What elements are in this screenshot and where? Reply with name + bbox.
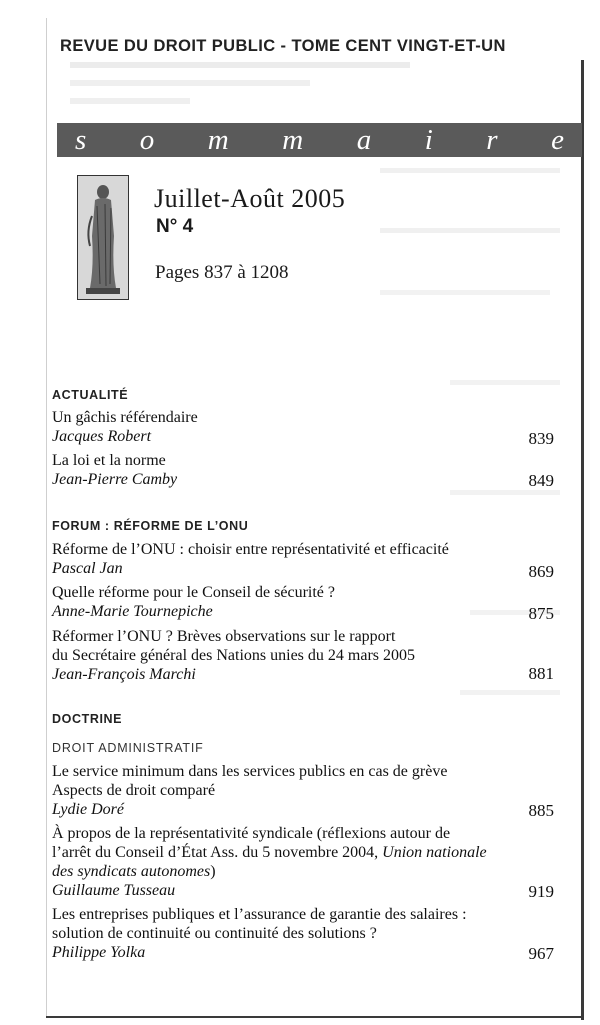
entry-title-italic-part: Union nationale [382,844,487,861]
entry-page-number: 967 [528,944,554,963]
toc-entry[interactable] [52,627,552,684]
toc-entry[interactable] [52,540,552,578]
statue-illustration [77,175,129,300]
entry-title-line: solution de continuité ou continuité des solutions ? [52,925,377,942]
banner-letter: a [356,124,372,156]
entry-author: Jean-Pierre Camby [52,471,178,488]
entry-author: Anne-Marie Tournepiche [52,603,213,620]
entry-page-number: 869 [528,562,554,581]
issue-number: N° 4 [156,216,194,237]
toc-entry[interactable] [52,583,552,621]
banner-letter: m [207,124,229,156]
toc-entry[interactable] [52,824,552,900]
entry-author: Guillaume Tusseau [52,882,176,899]
entry-title-line [52,862,552,881]
section-heading-doctrine: DOCTRINE [52,712,123,726]
entry-title-part: l’arrêt du Conseil d’État Ass. du 5 novembre 2004, [52,844,383,861]
entry-author: Philippe Yolka [52,944,146,961]
entry-title: La loi et la norme [52,452,166,469]
banner-letter: e [551,124,564,156]
subsection-heading: DROIT ADMINISTRATIF [52,741,204,755]
entry-title: Réforme de l’ONU : choisir entre représentativité et efficacité [52,541,449,558]
entry-page-number: 881 [528,664,554,683]
entry-title-line: À propos de la représentativité syndicale (réflexions autour de [52,825,451,842]
entry-page-number: 919 [528,882,554,901]
entry-author: Lydie Doré [52,801,124,818]
banner-letter: r [486,124,498,156]
entry-title-line: du Secrétaire général des Nations unies du 24 mars 2005 [52,647,416,664]
journal-title: REVUE DU DROIT PUBLIC - TOME CENT VINGT-ET-UN [60,37,506,55]
banner-letter: o [139,124,155,156]
entry-page-number: 849 [528,471,554,490]
toc-entry[interactable] [52,408,552,446]
toc-entry[interactable] [52,451,552,489]
entry-title-line: Les entreprises publiques et l’assurance de garantie des salaires : [52,906,467,923]
entry-title: Quelle réforme pour le Conseil de sécurité ? [52,584,335,601]
entry-title-part: ) [210,863,216,880]
toc-entry[interactable] [52,762,552,819]
entry-page-number: 839 [528,429,554,448]
section-heading-forum: FORUM : RÉFORME DE L’ONU [52,519,249,533]
banner-letter: m [282,124,304,156]
entry-title-line [52,843,552,862]
entry-title: Un gâchis référendaire [52,409,198,426]
entry-author: Jacques Robert [52,428,152,445]
entry-page-number: 875 [528,604,554,623]
issue-pages: Pages 837 à 1208 [155,262,289,283]
banner-letter: s [75,124,87,156]
sommaire-banner [57,123,582,157]
entry-title-italic-part: des syndicats autonomes [52,863,211,880]
entry-title-line: Le service minimum dans les services publics en cas de grève [52,763,448,780]
section-heading-actualite: ACTUALITÉ [52,388,129,402]
bottom-border-rule [46,1016,584,1018]
entry-title-line: Aspects de droit comparé [52,782,216,799]
entry-author: Pascal Jan [52,560,123,577]
entry-page-number: 885 [528,801,554,820]
statue-figure-icon [78,176,128,299]
toc-entry[interactable] [52,905,552,962]
entry-author: Jean-François Marchi [52,666,196,683]
banner-letter: i [424,124,433,156]
issue-date: Juillet-Août 2005 [154,184,346,213]
entry-title-line: Réformer l’ONU ? Brèves observations sur le rapport [52,628,396,645]
right-border-rule [581,60,584,1020]
